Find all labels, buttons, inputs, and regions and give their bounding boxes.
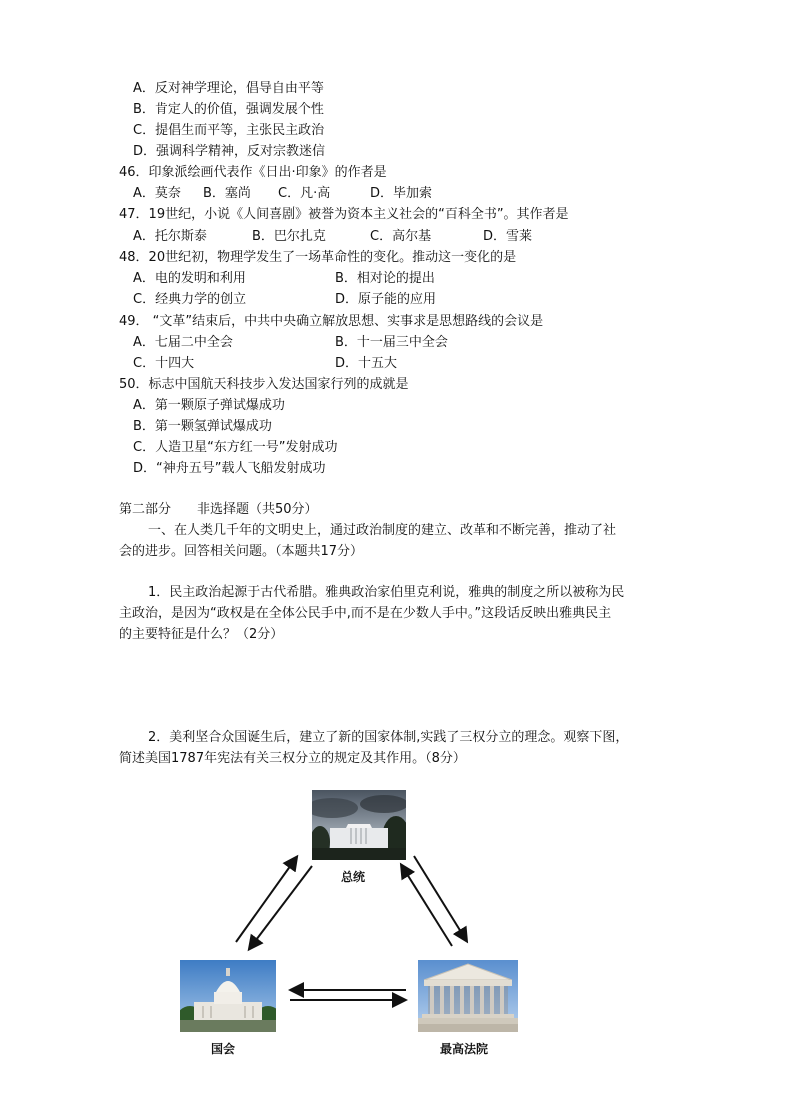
part2-heading: 第二部分 非选择题（共50分） [119, 502, 318, 517]
q46-option-c: C．凡·高 [278, 186, 331, 201]
q47-option-d: D．雪莱 [483, 229, 533, 244]
q49-stem: 49． “文革”结束后，中共中央确立解放思想、实事求是思想路线的会议是 [119, 314, 544, 329]
q50-option-b: B．第一颗氢弹试爆成功 [133, 419, 272, 434]
q49-option-d: D．十五大 [335, 356, 398, 371]
q47-option-a: A．托尔斯泰 [133, 229, 207, 244]
q46-option-a: A．莫奈 [133, 186, 181, 201]
q47-option-b: B．巴尔扎克 [252, 229, 326, 244]
q45-option-d: D．强调科学精神，反对宗教迷信 [133, 144, 326, 159]
sq2-line1: 2．美利坚合众国诞生后，建立了新的国家体制,实践了三权分立的理念。观察下图， [148, 730, 629, 745]
q47-stem: 47．19世纪，小说《人间喜剧》被誉为资本主义社会的“百科全书”。其作者是 [119, 207, 569, 222]
q45-option-c: C．提倡生而平等，主张民主政治 [133, 123, 325, 138]
q49-option-b: B．十一届三中全会 [335, 335, 448, 350]
q49-option-c: C．十四大 [133, 356, 195, 371]
q48-option-b: B．相对论的提出 [335, 271, 435, 286]
q50-option-a: A．第一颗原子弹试爆成功 [133, 398, 285, 413]
congress-label: 国会 [211, 1042, 236, 1056]
president-label: 总统 [341, 870, 366, 884]
sq1-line2: 主政治，是因为“政权是在全体公民手中,而不是在少数人手中。”这段话反映出雅典民主 [119, 606, 612, 621]
q45-option-a: A．反对神学理论，倡导自由平等 [133, 81, 324, 96]
sq2-line2: 简述美国1787年宪法有关三权分立的规定及其作用。（8分） [119, 751, 466, 766]
supreme-court-label: 最高法院 [440, 1042, 489, 1056]
q50-option-c: C．人造卫星“东方红一号”发射成功 [133, 440, 338, 455]
sq1-line1: 1．民主政治起源于古代希腊。雅典政治家伯里克利说，雅典的制度之所以被称为民 [148, 585, 625, 600]
q47-option-c: C．高尔基 [370, 229, 432, 244]
q46-option-d: D．毕加索 [370, 186, 433, 201]
q48-option-a: A．电的发明和利用 [133, 271, 246, 286]
q50-option-d: D．“神舟五号”载人飞船发射成功 [133, 461, 326, 476]
q48-stem: 48．20世纪初，物理学发生了一场革命性的变化。推动这一变化的是 [119, 250, 517, 265]
q46-option-b: B．塞尚 [203, 186, 251, 201]
q48-option-c: C．经典力学的创立 [133, 292, 247, 307]
q48-option-d: D．原子能的应用 [335, 292, 437, 307]
q45-option-b: B．肯定人的价值，强调发展个性 [133, 102, 324, 117]
q50-stem: 50．标志中国航天科技步入发达国家行列的成就是 [119, 377, 409, 392]
part2-intro-line2: 会的进步。回答相关问题。（本题共17分） [119, 544, 364, 559]
q46-stem: 46．印象派绘画代表作《日出·印象》的作者是 [119, 165, 387, 180]
q49-option-a: A．七届二中全会 [133, 335, 233, 350]
sq1-line3: 的主要特征是什么？（2分） [119, 627, 284, 642]
part2-intro-line1: 一、在人类几千年的文明史上，通过政治制度的建立、改革和不断完善，推动了社 [148, 523, 617, 538]
